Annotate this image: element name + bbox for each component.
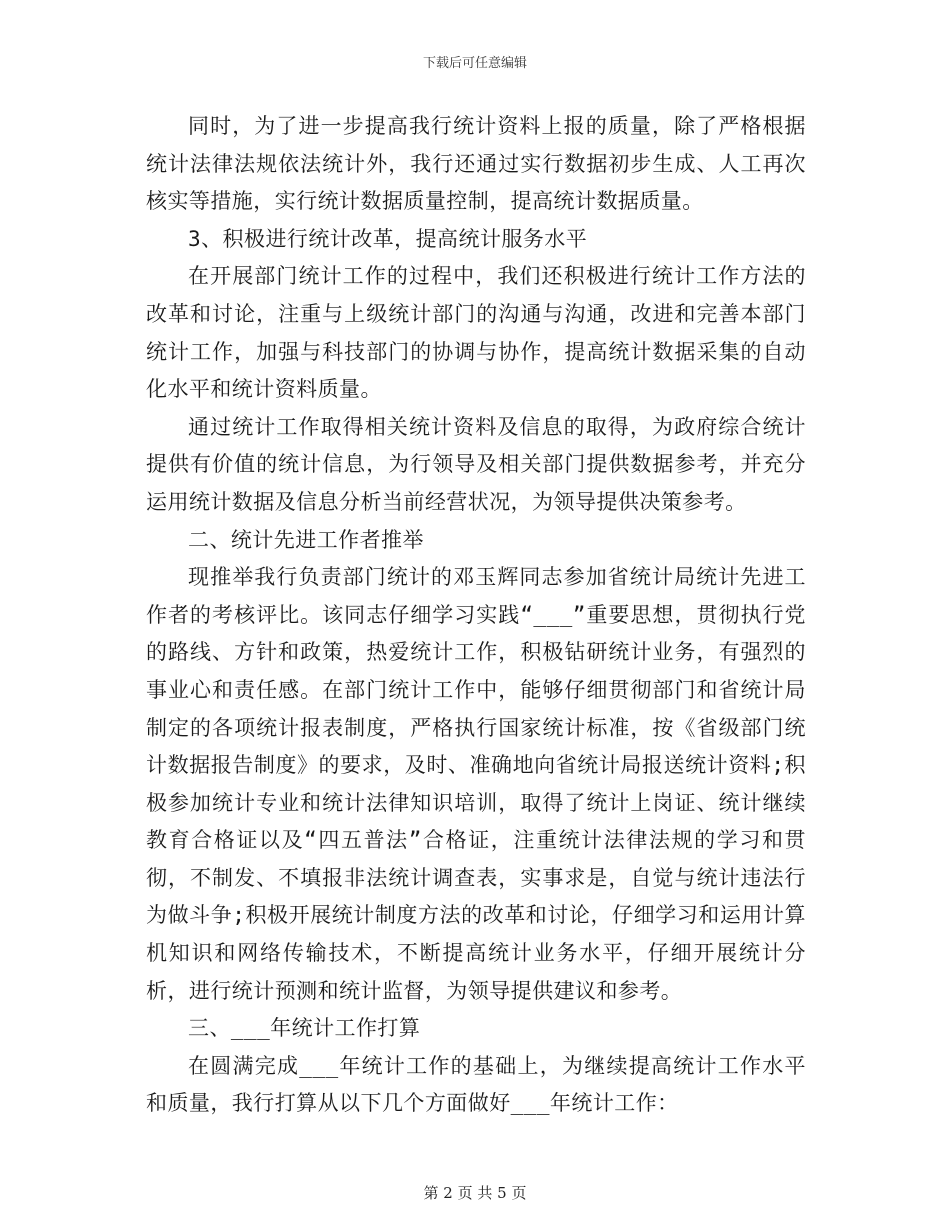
paragraph-quality-control: 同时，为了进一步提高我行统计资料上报的质量，除了严格根据统计法律法规依法统计外，我行还通过实行数据初步生成、人工再次核实等措施，实行统计数据质量控制，提高统计数据质量。 — [146, 114, 806, 214]
section-heading-recommendation: 二、统计先进工作者推举 — [188, 527, 424, 552]
page-header-note: 下载后可任意编辑 — [422, 56, 527, 71]
page-number: 第 2 页 共 5 页 — [423, 1184, 527, 1202]
section-heading-plan: 三、___年统计工作打算 — [188, 1016, 421, 1041]
section-heading-reform: 3、积极进行统计改革，提高统计服务水平 — [188, 226, 588, 251]
paragraph-plan: 在圆满完成___年统计工作的基础上，为继续提高统计工作水平和质量，我行打算从以下几个方面做好___年统计工作： — [146, 1053, 806, 1116]
document-body — [146, 108, 806, 1123]
paragraph-statistics-info: 通过统计工作取得相关统计资料及信息的取得，为政府综合统计提供有价值的统计信息，为行领导及相关部门提供数据参考，并充分运用统计数据及信息分析当前经营状况，为领导提供决策参考。 — [146, 414, 806, 514]
paragraph-reform: 在开展部门统计工作的过程中，我们还积极进行统计工作方法的改革和讨论，注重与上级统计部门的沟通与沟通，改进和完善本部门统计工作，加强与科技部门的协调与协作，提高统计数据采集的自动化水平和统计资料质量。 — [146, 264, 806, 402]
paragraph-recommendation: 现推举我行负责部门统计的邓玉辉同志参加省统计局统计先进工作者的考核评比。该同志仔细学习实践“___”重要思想，贯彻执行党的路线、方针和政策，热爱统计工作，积极钻研统计业务，有强烈的事业心和责任感。在部门统计工作中，能够仔细贯彻部门和省统计局制定的各项统计报表制度，严格执行国家统计标准，按《省级部门统计数据报告制度》的要求，及时、准确地向省统计局报送统计资料;积极参加统计专业和统计法律知识培训，取得了统计上岗证、统计继续教育合格证以及“四五普法”合格证，注重统计法律法规的学习和贯彻，不制发、不填报非法统计调查表，实事求是，自觉与统计违法行为做斗争;积极开展统计制度方法的改革和讨论，仔细学习和运用计算机知识和网络传输技术，不断提高统计业务水平，仔细开展统计分析，进行统计预测和统计监督，为领导提供建议和参考。 — [146, 565, 806, 1003]
